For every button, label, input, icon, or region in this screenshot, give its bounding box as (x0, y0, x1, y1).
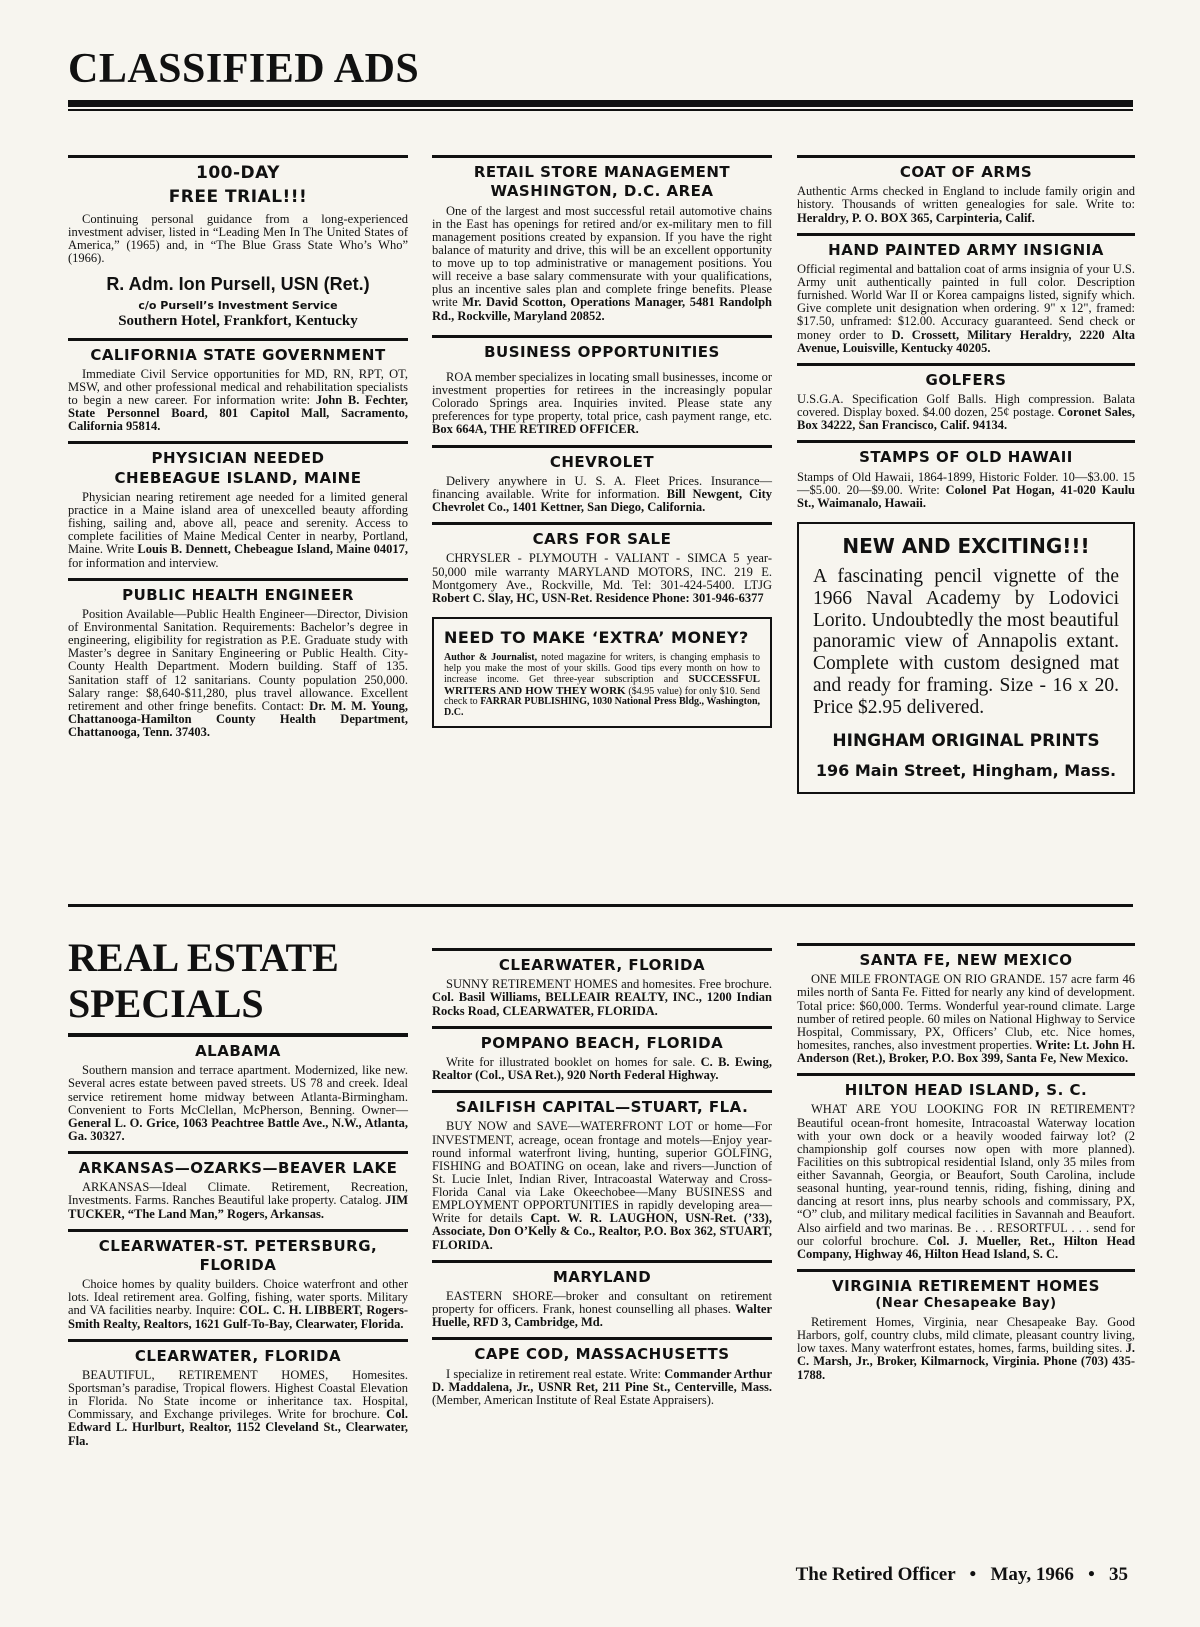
section-title-line2: SPECIALS (68, 981, 264, 1026)
title-rule (68, 100, 1133, 107)
column-3-top (797, 155, 1135, 794)
footer-separator-2: • (1088, 1564, 1095, 1585)
ad-subtitle: CHEBEAGUE ISLAND, MAINE (114, 468, 362, 487)
ad-text (432, 552, 772, 605)
ad-body: Authentic Arms checked in England to include family origin and history. Thousands of written genealogies for sale. Write to: (797, 184, 1135, 212)
ad-text (797, 263, 1135, 355)
ad-offer: SUCCESSFUL WRITERS AND HOW THEY WORK (444, 673, 760, 697)
ad-california (68, 338, 408, 434)
ad-text (432, 978, 772, 1017)
ad-contact: Box 664A, THE RETIRED OFFICER. (432, 422, 639, 437)
ad-text (432, 371, 772, 437)
column-1-bottom (68, 935, 408, 1456)
page-number: 35 (1109, 1564, 1128, 1585)
ad-contact: Louis B. Dennett, Chebeague Island, Maine 04017, (137, 542, 408, 557)
ad-cars (432, 522, 772, 605)
ad-title: NEW AND EXCITING!!! (842, 534, 1090, 558)
ad-subtitle: FLORIDA (199, 1255, 277, 1274)
ad-contact: Commander Arthur D. Maddalena, Jr., USNR Ret, 211 Pine St., Centerville, Mass. (432, 1366, 772, 1394)
ad-text (797, 393, 1135, 432)
ad-body-end: for information and interview. (68, 555, 219, 570)
ad-contact: Walter Huelle, RFD 3, Cambridge, Md. (432, 1302, 772, 1330)
ad-body: Write for illustrated booklet on homes for sale. (446, 1054, 696, 1069)
ad-cape-cod (432, 1337, 772, 1407)
footer-separator: • (969, 1564, 977, 1585)
ad-hawaii-stamps (797, 440, 1135, 510)
ad-body: Choice homes by quality builders. Choice waterfront and other lots. Ideal retirement area. Golfing, fishing, water sports. Military and VA facilities nearby. Inquire: (68, 1277, 408, 1318)
ad-body: One of the largest and most successful retail automotive chains in the East has openings for retired and/or ex-military men to fill management positions created by expansion. If you have the right balance of maturity and drive, this will be an excellent opportunity to move up to top administrative or management positions. You will receive a base salary commensurate with your qualifications, plus an incentive sales plan and complete fringe benefits. Please write (432, 203, 772, 310)
ad-text (797, 185, 1135, 224)
column-1-top (68, 155, 408, 747)
section-title: REAL ESTATE (68, 935, 339, 980)
ad-text (68, 1181, 408, 1220)
ad-contact: Colonel Pat Hogan, 41-020 Kaulu St., Waimanalo, Hawaii. (797, 482, 1135, 510)
advertiser-name: R. Adm. Ion Pursell, USN (Ret.) (106, 273, 370, 294)
ad-text (68, 1369, 408, 1448)
ad-title: SAILFISH CAPITAL—STUART, FLA. (455, 1098, 749, 1117)
ad-virginia (797, 1269, 1135, 1382)
ad-title: CAPE COD, MASSACHUSETTS (474, 1345, 730, 1364)
ad-contact: Robert C. Slay, HC, USN-Ret. Residence Phone: 301-946-6377 (432, 590, 764, 605)
ad-body: Retirement Homes, Virginia, near Chesapeake Bay. Good Harbors, golf, country clubs, mild climate, pleasant country living, low taxes. Many waterfront estates, homes, farms, building sites. (797, 1315, 1135, 1356)
ad-body: I specialize in retirement real estate. Write: (446, 1366, 662, 1381)
ad-body: ROA member specializes in locating small businesses, income or investment properties for retirees in the increasingly popular Colorado Springs area. Inquiries invited. Please state any preferences for type property, total price, cash payment range, etc. (432, 369, 772, 424)
ad-contact: Coronet Sales, Box 34222, San Francisco, Calif. 94134. (797, 405, 1135, 433)
ad-text (68, 368, 408, 434)
ad-body: BUY NOW and SAVE—WATERFRONT LOT or home—For INVESTMENT, acreage, ocean frontage and motels—Enjoy year-round informal waterfront living, hunting, superior GOLFING, FISHING and BOATING on ocean, lake and rivers—Junction of St. Lucie Inlet, Indian River, Intracoastal Waterway and Cross-Florida Canal via Lake Okeechobee—Many BUSINESS and EMPLOYMENT OPPORTUNITIES in rapidly developing area—Write for details (432, 1119, 772, 1226)
ad-text (68, 491, 408, 570)
advertiser-address: 196 Main Street, Hingham, Mass. (815, 760, 1117, 780)
ad-body: Stamps of Old Hawaii, 1864-1899, Historic Folder. 10—$3.00. 15—$5.00. 20—$9.00. Write: (797, 469, 1135, 497)
ad-text (68, 1278, 408, 1331)
ad-text (432, 1120, 772, 1251)
ad-sailfish-capital (432, 1090, 772, 1252)
column-2-top (432, 155, 772, 736)
ad-text (432, 205, 772, 323)
ad-text: A fascinating pencil vignette of the 1966 Naval Academy by Lodovici Lorito. Undoubtedly the most beautiful panoramic view of Annapolis extant. Complete with custom designed mat and ready for framing. Size - 16 x 20. Price $2.95 delivered. (813, 566, 1119, 718)
ad-coat-of-arms (797, 155, 1135, 225)
ad-golfers (797, 363, 1135, 433)
ad-clearwater-st-petersburg (68, 1229, 408, 1331)
publication-name: The Retired Officer (795, 1564, 956, 1585)
ad-business (432, 335, 772, 437)
ad-text (797, 1316, 1135, 1382)
ad-text: Continuing personal guidance from a long-experienced investment adviser, listed in “Leading Men In The United States of America,” (1965) and, in “The Blue Grass State Who’s Who” (1966). (68, 212, 408, 266)
ad-text (797, 471, 1135, 510)
ad-army-insignia (797, 233, 1135, 355)
ad-contact: Dr. M. M. Young, Chattanooga-Hamilton County Health Department, Chattanooga, Tenn. 37403. (68, 698, 409, 740)
ad-contact: D. Crossett, Military Heraldry, 2220 Alta Avenue, Louisville, Kentucky 40205. (797, 327, 1136, 355)
ad-body: EASTERN SHORE—broker and consultant on retirement property for officers. Frank, honest counselling all phases. (432, 1288, 772, 1316)
ad-title: CALIFORNIA STATE GOVERNMENT (90, 345, 386, 364)
ad-body: Position Available—Public Health Engineer—Director, Division of Environmental Sanitation. Requirements: Bachelor’s degree in engineering, eligibility for registration as P.E. Graduate study with Master’s degree in Sanitary Engineering or Public Health. City-County Health Department. Modern building. Staff of 135. Sanitation staff of 12 sanitarians. County population 250,000. Salary range: $8,640-$11,280, plus travel allowance. Excellent retirement and other fringe benefits. Contact: (68, 606, 408, 713)
ad-title: PHYSICIAN NEEDED (151, 449, 325, 468)
ad-santa-fe (797, 943, 1135, 1065)
ad-alabama (68, 1033, 408, 1143)
ad-title: MARYLAND (552, 1267, 652, 1286)
ad-contact: Mr. David Scotton, Operations Manager, 5481 Randolph Rd., Rockville, Maryland 20852. (432, 295, 772, 323)
advertiser-address: Southern Hotel, Frankfort, Kentucky (118, 312, 358, 329)
ad-title: RETAIL STORE MANAGEMENT (473, 163, 731, 181)
ad-title: 100-DAY (196, 163, 280, 183)
ad-title: BUSINESS OPPORTUNITIES (484, 342, 720, 361)
ad-title: POMPANO BEACH, FLORIDA (480, 1033, 724, 1052)
ad-title: STAMPS OF OLD HAWAII (859, 448, 1073, 467)
ad-body: ARKANSAS—Ideal Climate. Retirement, Recreation, Investments. Farms. Ranches Beautiful lake property. Catalog. (68, 1180, 408, 1208)
ad-text (432, 1056, 772, 1082)
ad-contact: General L. O. Grice, 1063 Peachtree Battle Ave., N.W., Atlanta, Ga. 30327. (68, 1115, 408, 1143)
ad-body: Southern mansion and terrace apartment. Modernized, like new. Several acres estate between paved streets. US 78 and creek. Ideal service retirement home midway between Atlanta-Birmingham. Convenient to Forts McClellan, McPherson, Benning. Owner— (68, 1063, 408, 1117)
ad-body: Delivery anywhere in U. S. A. Fleet Prices. Insurance—financing available. Write for information. (432, 473, 772, 501)
advertiser-name: HINGHAM ORIGINAL PRINTS (832, 730, 1100, 751)
ad-title: HAND PAINTED ARMY INSIGNIA (828, 240, 1104, 259)
ad-title: VIRGINIA RETIREMENT HOMES (832, 1276, 1100, 1295)
ad-body-end: ($4.95 value) for only $10. Send check to (444, 685, 760, 708)
ad-text (432, 1290, 772, 1329)
ad-maryland (432, 1260, 772, 1330)
ad-contact: Col. Edward L. Hurlburt, Realtor, 1152 Cleveland St., Clearwater, Fla. (68, 1407, 409, 1448)
ad-title: NEED TO MAKE ‘EXTRA’ MONEY? (444, 627, 749, 647)
ad-contact: Col. J. Mueller, Ret., Hilton Head Company, Highway 46, Hilton Head Island, S. C. (797, 1233, 1136, 1261)
ad-body: Official regimental and battalion coat of arms insignia of your U.S. Army unit authentically painted in full color. Description furnished. World War II or Korea campaigns listed, signify which. Give complete unit designation when ordering. 9" x 12", framed: $17.50, unframed: $12.00. Accuracy guaranteed. Send check or money order to (797, 261, 1135, 342)
ad-lead: Author & Journalist, (444, 652, 538, 664)
ad-title: ARKANSAS—OZARKS—BEAVER LAKE (78, 1159, 398, 1177)
ad-text (68, 608, 408, 739)
ad-clearwater-beautiful (68, 1339, 408, 1448)
ad-title: PUBLIC HEALTH ENGINEER (122, 585, 354, 604)
ad-title: CHEVROLET (549, 452, 655, 471)
ad-body-end: (Member, American Institute of Real Estate Appraisers). (432, 1392, 715, 1407)
ad-contact: J. C. Marsh, Jr., Broker, Kilmarnock, Virginia. Phone (703) 435-1788. (797, 1341, 1135, 1382)
ad-body: noted magazine for writers, is changing emphasis to help you make the most of your skills. Good tips every month on how to increase income. Get three-year subscription and (444, 652, 760, 686)
ad-title: HILTON HEAD ISLAND, S. C. (844, 1081, 1088, 1100)
ad-text (797, 1103, 1135, 1261)
column-3-bottom (797, 943, 1135, 1390)
ad-text (797, 973, 1135, 1065)
ad-contact: Write: Lt. John H. Anderson (Ret.), Broker, P.O. Box 399, Santa Fe, New Mexico. (797, 1037, 1136, 1065)
ad-contact: C. B. Ewing, Realtor (Col., USA Ret.), 920 North Federal Highway. (432, 1054, 773, 1082)
ad-body: U.S.G.A. Specification Golf Balls. High compression. Balata covered. Display boxed. $4.00 dozen, 25¢ postage. (797, 392, 1135, 420)
ad-contact: JIM TUCKER, “The Land Man,” Rogers, Arkansas. (68, 1193, 408, 1221)
ad-text (68, 1064, 408, 1143)
ad-body: ONE MILE FRONTAGE ON RIO GRANDE. 157 acre farm 46 miles north of Santa Fe. Fitted for nearly any kind of development. Total price: $60,000. Terms. Wonderful year-round climate. Large number of retired people. 60 miles on National Highway to Service Hospital, Commissary, PX, Officers’ Club, etc. Nice homes, homesites, ranches, also investment properties. (797, 972, 1135, 1052)
ad-body: SUNNY RETIREMENT HOMES and homesites. Free brochure. (446, 977, 772, 992)
ad-title: SANTA FE, NEW MEXICO (859, 951, 1073, 969)
ad-title: CLEARWATER, FLORIDA (498, 956, 706, 974)
ad-body: CHRYSLER - PLYMOUTH - VALIANT - SIMCA 5 year-50,000 mile warranty MARYLAND MOTORS, INC. 219 E. Montgomery Ave., Rockville, Md. Tel: 301-424-5400. LTJG (432, 551, 772, 592)
ad-retail (432, 155, 772, 323)
ad-body: Immediate Civil Service opportunities for MD, RN, RPT, OT, MSW, and other professional medical and rehabilitation specialists to begin a new career. For information write: (68, 366, 408, 408)
ad-contact: Heraldry, P. O. BOX 365, Carpinteria, Calif. (797, 210, 1035, 225)
ad-contact: John B. Fechter, State Personnel Board, 801 Capitol Mall, Sacramento, California 95814. (68, 393, 408, 434)
ad-new-and-exciting (797, 522, 1135, 794)
ad-contact: COL. C. H. LIBBERT, Rogers-Smith Realty, Realtors, 1621 Gulf-To-Bay, Clearwater, Florida. (68, 1303, 408, 1331)
ad-body: Physician nearing retirement age needed for a limited general practice in a Maine island area of unexcelled beauty affording fishing, sailing and, above all, peace and serenity. Access to complete facilities of Maine Medical Center in nearby, Portland, Maine. Write (68, 489, 408, 557)
ad-text (444, 653, 760, 718)
ad-subtitle: WASHINGTON, D.C. AREA (490, 182, 714, 201)
ad-body: WHAT ARE YOU LOOKING FOR IN RETIREMENT? Beautiful ocean-front homesite, Intracoastal Waterway location with your own dock or a heavily wooded fairway lot? (2 championship golf courses now open with more planned). Facilities on this subtropical residential Island, only 35 miles from either Savannah, Georgia, or Beaufort, South Carolina, include seasonal hunting, year-round tennis, riding, fishing, dining and dancing at resort inns, plus nearby schools and commissary, PX, “O” club, and military medical facilities in Savannah and Beaufort. Also airfield and two marinas. Be . . . RESORTFUL . . . send for our colorful brochure. (797, 1102, 1135, 1248)
ad-arkansas (68, 1151, 408, 1221)
ad-clearwater-sunny (432, 948, 772, 1018)
ad-free-trial (68, 155, 408, 330)
ad-text (432, 1368, 772, 1407)
ad-contact: Bill Newgent, City Chevrolet Co., 1401 Kettner, San Diego, California. (432, 486, 773, 514)
ad-public-health (68, 578, 408, 740)
ad-chevrolet (432, 445, 772, 515)
ad-subtitle: (Near Chesapeake Bay) (875, 1296, 1057, 1312)
ad-title: ALABAMA (195, 1042, 281, 1060)
ad-pompano-beach (432, 1026, 772, 1083)
issue-date: May, 1966 (990, 1564, 1074, 1585)
ad-contact: Col. Basil Williams, BELLEAIR REALTY, INC., 1200 Indian Rocks Road, CLEARWATER, FLORIDA. (432, 990, 772, 1018)
column-2-bottom (432, 948, 772, 1415)
ad-title: CLEARWATER-ST. PETERSBURG, (98, 1236, 378, 1255)
ad-title: CLEARWATER, FLORIDA (134, 1346, 342, 1365)
ad-extra-money (432, 617, 772, 728)
ad-contact: FARRAR PUBLISHING, 1030 National Press Bldg., Washington, D.C. (444, 696, 761, 718)
advertiser-care-of: c/o Pursell’s Investment Service (138, 298, 338, 312)
ad-title: CARS FOR SALE (532, 530, 672, 549)
ad-hilton-head (797, 1073, 1135, 1261)
ad-title: GOLFERS (925, 370, 1007, 389)
ad-contact: Capt. W. R. LAUGHON, USN-Ret. (’33), Associate, Don O’Kelly & Co., Realtor, P.O. Box 362, STUART, FLORIDA. (432, 1211, 772, 1252)
page-title: CLASSIFIED ADS (68, 46, 420, 92)
page-footer (796, 1564, 1128, 1586)
ad-body: BEAUTIFUL, RETIREMENT HOMES, Homesites. Sportsman’s paradise, Tropical flowers. Highest Coastal Elevation in Florida. No State income or inheritance tax. Hospital, Commissary, and Exchange privileges. Write for brochure. (68, 1367, 408, 1422)
ad-text (432, 475, 772, 514)
section-divider (68, 904, 1133, 907)
title-rule-thin (68, 109, 1133, 111)
ad-subtitle: FREE TRIAL!!! (168, 186, 308, 207)
ad-title: COAT OF ARMS (899, 163, 1033, 181)
ad-physician (68, 441, 408, 569)
